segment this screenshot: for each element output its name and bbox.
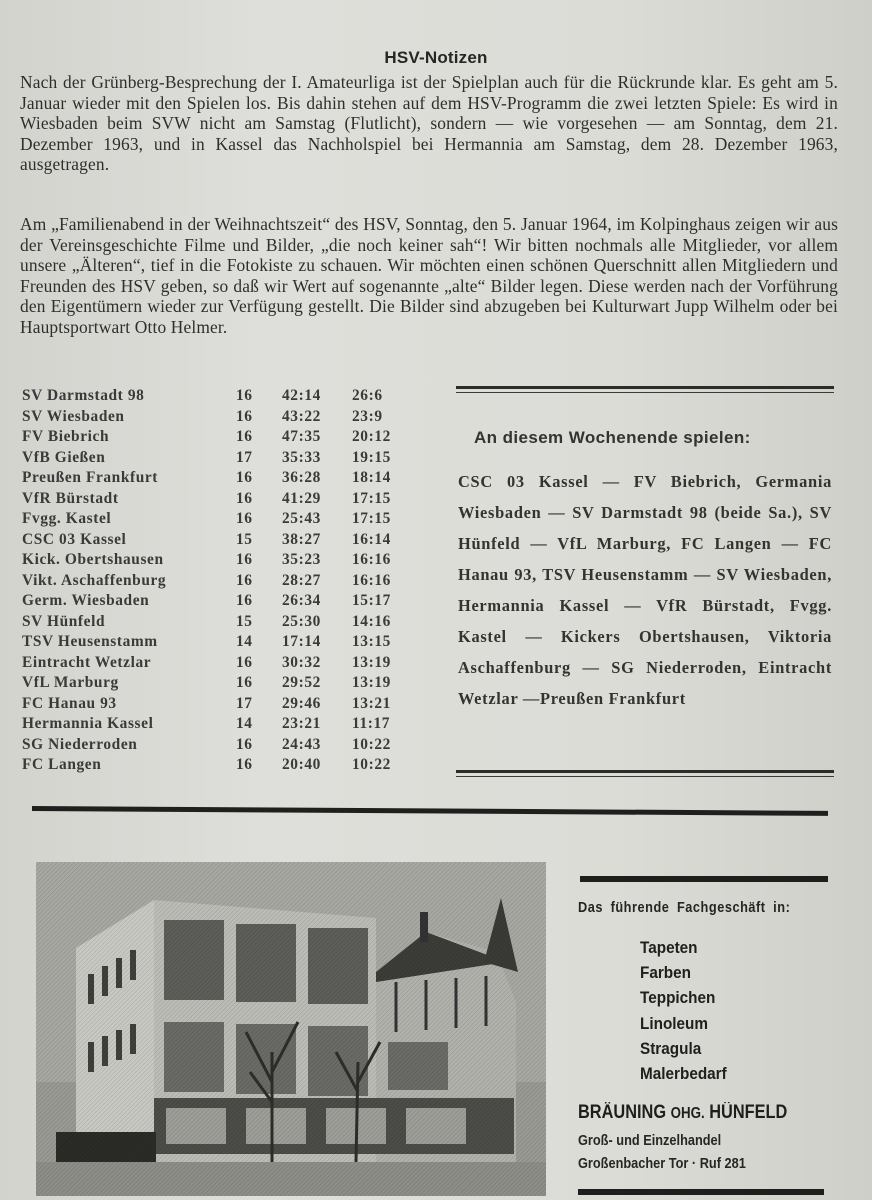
goal-ratio: 25:43 bbox=[282, 510, 321, 527]
games-played: 16 bbox=[236, 489, 253, 507]
table-row bbox=[22, 550, 422, 571]
team-name: Hermannia Kassel bbox=[22, 715, 154, 732]
goal-ratio: 38:27 bbox=[282, 530, 321, 548]
divider-rule bbox=[456, 386, 834, 389]
goal-ratio: 43:22 bbox=[282, 407, 321, 425]
points: 10:22 bbox=[352, 735, 391, 753]
table-row bbox=[22, 755, 422, 776]
goal-ratio: 35:23 bbox=[282, 551, 321, 568]
table-row bbox=[22, 612, 422, 633]
ad-product-list bbox=[640, 935, 727, 1086]
goal-ratio: 41:29 bbox=[282, 489, 321, 507]
goal-ratio: 24:43 bbox=[282, 735, 321, 753]
games-played: 16 bbox=[236, 551, 253, 568]
table-row bbox=[22, 673, 422, 694]
goal-ratio: 42:14 bbox=[282, 387, 321, 404]
points: 20:12 bbox=[352, 428, 391, 445]
ad-bar bbox=[580, 876, 828, 882]
points: 14:16 bbox=[352, 612, 391, 630]
games-played: 14 bbox=[236, 715, 253, 732]
team-name: SV Wiesbaden bbox=[22, 407, 125, 425]
divider-rule bbox=[456, 770, 834, 773]
points: 13:21 bbox=[352, 694, 391, 712]
team-name: Eintracht Wetzlar bbox=[22, 653, 152, 671]
company-name: BRÄUNING bbox=[578, 1102, 667, 1123]
ad-company bbox=[578, 1102, 787, 1124]
team-name: VfB Gießen bbox=[22, 448, 106, 466]
table-row bbox=[22, 714, 422, 735]
ad-product-item: Malerbedarf bbox=[640, 1064, 727, 1084]
ad-bar bbox=[578, 1189, 824, 1195]
goal-ratio: 23:21 bbox=[282, 715, 321, 732]
ad-product-item: Teppichen bbox=[640, 988, 716, 1008]
team-name: FV Biebrich bbox=[22, 428, 110, 445]
team-name: TSV Heusenstamm bbox=[22, 633, 158, 650]
team-name: CSC 03 Kassel bbox=[22, 530, 127, 548]
table-row bbox=[22, 735, 422, 756]
points: 16:16 bbox=[352, 551, 391, 568]
table-row bbox=[22, 407, 422, 428]
weekend-heading: An diesem Wochenende spielen: bbox=[474, 428, 751, 447]
games-played: 16 bbox=[236, 510, 253, 527]
points: 17:15 bbox=[352, 489, 391, 507]
games-played: 16 bbox=[236, 735, 253, 753]
table-row bbox=[22, 427, 422, 448]
article-paragraph-2: Am „Familienabend in der Weihnachtszeit“ des HSV, Sonntag, den 5. Januar 1964, im Kolpinghaus zeigen wir aus der Vereinsgeschichte Filme und Bilder, „die noch keiner sah“! Wir bitten nochmals alle Mitglieder, vor allem unsere „Älteren“, tief in die Fotokiste zu schauen. Wir möchten einen schönen Querschnitt allen Mitgliedern und Freunden des HSV geben, so daß wir Wert auf sogenannte „alte“ Bilder legen. Diese werden nach der Vorführung den Eigentümern wieder zur Verfügung gestellt. Die Bilder sind abzugeben bei Kulturwart Jupp Wilhelm oder bei Hauptsportwart Otto Helmer. bbox=[20, 214, 838, 337]
team-name: Vikt. Aschaffenburg bbox=[22, 571, 167, 589]
games-played: 16 bbox=[236, 428, 253, 445]
points: 17:15 bbox=[352, 510, 391, 527]
games-played: 16 bbox=[236, 653, 253, 671]
table-row bbox=[22, 468, 422, 489]
goal-ratio: 29:52 bbox=[282, 674, 321, 691]
section-divider bbox=[32, 806, 828, 816]
points: 16:14 bbox=[352, 530, 391, 548]
article-paragraph-1: Nach der Grünberg-Besprechung der I. Amateurliga ist der Spielplan auch für die Rückrunde klar. Es geht am 5. Januar wieder mit den Spielen los. Bis dahin stehen auf dem HSV-Programm die zwei letzten Spiele: Es wird in Wiesbaden beim SVW nicht am Samstag (Flutlicht), sondern — wie vorgesehen — am Sonntag, dem 21. Dezember 1963, und in Kassel das Nachholspiel bei Hermannia am Samstag, dem 28. Dezember 1963, ausgetragen. bbox=[20, 72, 838, 175]
goal-ratio: 20:40 bbox=[282, 756, 321, 773]
points: 11:17 bbox=[352, 715, 391, 732]
points: 15:17 bbox=[352, 592, 391, 609]
table-row bbox=[22, 530, 422, 551]
table-row bbox=[22, 509, 422, 530]
points: 13:15 bbox=[352, 633, 391, 650]
article-title: HSV-Notizen bbox=[384, 48, 488, 67]
table-row bbox=[22, 632, 422, 653]
team-name: Germ. Wiesbaden bbox=[22, 592, 150, 609]
table-row bbox=[22, 571, 422, 592]
goal-ratio: 36:28 bbox=[282, 469, 321, 486]
games-played: 14 bbox=[236, 633, 253, 650]
games-played: 16 bbox=[236, 592, 253, 609]
games-played: 17 bbox=[236, 694, 253, 712]
league-table bbox=[22, 386, 422, 776]
points: 13:19 bbox=[352, 674, 391, 691]
points: 13:19 bbox=[352, 653, 391, 671]
team-name: FC Langen bbox=[22, 756, 102, 773]
team-name: Fvgg. Kastel bbox=[22, 510, 112, 527]
goal-ratio: 30:32 bbox=[282, 653, 321, 671]
team-name: Preußen Frankfurt bbox=[22, 469, 159, 486]
ad-product-item: Tapeten bbox=[640, 938, 698, 957]
team-name: VfL Marburg bbox=[22, 674, 119, 691]
points: 10:22 bbox=[352, 756, 391, 773]
team-name: VfR Bürstadt bbox=[22, 489, 119, 507]
team-name: SV Hünfeld bbox=[22, 612, 106, 630]
points: 18:14 bbox=[352, 469, 391, 486]
goal-ratio: 26:34 bbox=[282, 592, 321, 609]
games-played: 16 bbox=[236, 756, 253, 773]
games-played: 16 bbox=[236, 469, 253, 486]
table-row bbox=[22, 694, 422, 715]
goal-ratio: 35:33 bbox=[282, 448, 321, 466]
team-name: FC Hanau 93 bbox=[22, 694, 117, 712]
goal-ratio: 28:27 bbox=[282, 571, 321, 589]
team-name: Kick. Obertshausen bbox=[22, 551, 164, 568]
goal-ratio: 29:46 bbox=[282, 694, 321, 712]
points: 19:15 bbox=[352, 448, 391, 466]
team-name: SG Niederroden bbox=[22, 735, 138, 753]
ad-product-item: Farben bbox=[640, 963, 692, 983]
building-photo bbox=[36, 862, 546, 1196]
company-form: OHG. bbox=[670, 1105, 705, 1122]
games-played: 16 bbox=[236, 387, 253, 404]
points: 26:6 bbox=[352, 387, 383, 404]
table-row bbox=[22, 448, 422, 469]
games-played: 16 bbox=[236, 674, 253, 691]
table-row bbox=[22, 591, 422, 612]
ad-product-item: Stragula bbox=[640, 1038, 702, 1058]
points: 23:9 bbox=[352, 407, 383, 425]
ad-lead: Das führende Fachgeschäft in: bbox=[578, 900, 791, 916]
goal-ratio: 25:30 bbox=[282, 612, 321, 630]
goal-ratio: 47:35 bbox=[282, 428, 321, 445]
weekend-fixtures: CSC 03 Kassel — FV Biebrich, Germania Wiesbaden — SV Darmstadt 98 (beide Sa.), SV Hünfeld — VfL Marburg, FC Langen — FC Hanau 93, TSV Heusenstamm — SV Wiesbaden, Hermannia Kassel — VfR Bürstadt, Fvgg. Kastel — Kickers Obertshausen, Viktoria Aschaffenburg — SG Niederroden, Eintracht Wetzlar —Preußen Frankfurt bbox=[458, 472, 832, 708]
goal-ratio: 17:14 bbox=[282, 633, 321, 650]
table-row bbox=[22, 653, 422, 674]
team-name: SV Darmstadt 98 bbox=[22, 387, 145, 404]
table-row bbox=[22, 386, 422, 407]
table-row bbox=[22, 489, 422, 510]
games-played: 16 bbox=[236, 407, 253, 425]
points: 16:16 bbox=[352, 571, 391, 589]
games-played: 15 bbox=[236, 530, 253, 548]
games-played: 17 bbox=[236, 448, 253, 466]
games-played: 16 bbox=[236, 571, 253, 589]
ad-business-type: Groß- und Einzelhandel bbox=[578, 1133, 722, 1149]
company-town: HÜNFELD bbox=[709, 1102, 788, 1123]
ad-product-item: Linoleum bbox=[640, 1013, 709, 1033]
games-played: 15 bbox=[236, 612, 253, 630]
ad-address: Großenbacher Tor · Ruf 281 bbox=[578, 1156, 746, 1172]
